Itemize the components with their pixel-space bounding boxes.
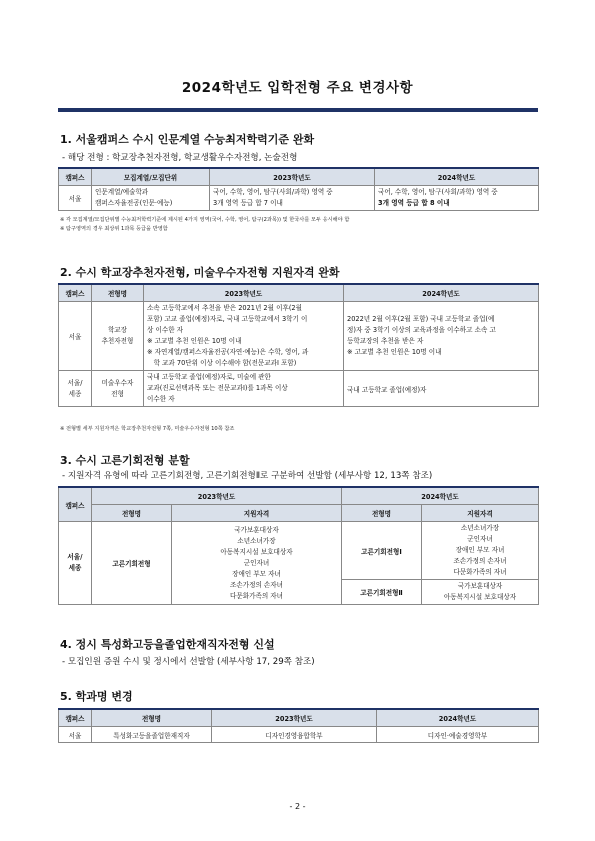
header-qual-2024: 지원자격 — [422, 505, 539, 522]
header-unit: 모집계열/모집단위 — [92, 168, 210, 186]
section-2-heading: 2. 수시 학교장추천자전형, 미술우수자전형 지원자격 완화 — [60, 266, 340, 279]
header-campus: 캠퍼스 — [59, 284, 92, 302]
header-2024: 2024학년도 — [344, 284, 539, 302]
qualification-2024: 국내 고등학교 졸업(예정)자 — [344, 371, 539, 407]
dept-2023: 디자인경영융합학부 — [212, 727, 377, 743]
qualification-2024: 2022년 2월 이후(2월 포함) 국내 고등학교 졸업(예 정)자 중 3학기 이상의 교육과정을 이수하고 소속 고 등학교장의 추천을 받은 자 ※ 고교별 추천 인원은 10명 이내 — [344, 302, 539, 371]
header-campus: 캠퍼스 — [59, 709, 92, 727]
type-cell: 학교장 추천자전형 — [92, 302, 144, 371]
section-1-subtitle: - 해당 전형 : 학교장추천자전형, 학교생활우수자전형, 논술전형 — [62, 153, 298, 163]
qual-2024-1-list: 소년소녀가장 군인자녀 장애인 부모 자녀 조손가정의 손자녀 다문화가족의 자녀 — [422, 522, 539, 580]
type-2023-cell: 고른기회전형 — [92, 522, 172, 605]
type-2024-2-cell: 고른기회전형Ⅱ — [342, 580, 422, 605]
header-2023: 2023학년도 — [92, 487, 342, 505]
campus-cell: 서울/ 세종 — [59, 522, 92, 605]
criteria-2024: 국어, 수학, 영어, 탐구(사회/과학) 영역 중 3개 영역 등급 합 8 이내 — [375, 186, 539, 211]
qual-2023-list: 국가보훈대상자 소년소녀가장 아동복지시설 보호대상자 군인자녀 장애인 부모 자녀 조손가정의 손자녀 다문화가족의 자녀 — [172, 522, 342, 605]
section-5-table — [58, 708, 539, 743]
campus-cell: 서울 — [59, 302, 92, 371]
page-title: 2024학년도 입학전형 주요 변경사항 — [181, 80, 414, 96]
type-cell: 특성화고등을졸업한재직자 — [92, 727, 212, 743]
header-type: 전형명 — [92, 284, 144, 302]
section-3-heading: 3. 수시 고른기회전형 분할 — [60, 454, 190, 467]
qualification-2023: 국내 고등학교 졸업(예정)자로, 미술에 관한 교과(진로선택과목 또는 전문교과Ⅰ)를 1과목 이상 이수한 자 — [144, 371, 344, 407]
campus-cell: 서울/ 세종 — [59, 371, 92, 407]
qual-2024-2-list: 국가보훈대상자 아동복지시설 보호대상자 — [422, 580, 539, 605]
section-4-subtitle: - 모집인원 증원 수시 및 정시에서 선발함 (세부사항 17, 29쪽 참조) — [62, 657, 315, 667]
section-2-table — [58, 283, 539, 407]
header-type-2024: 전형명 — [342, 505, 422, 522]
header-campus: 캠퍼스 — [59, 168, 92, 186]
section-1-table — [58, 167, 539, 211]
section-5-heading: 5. 학과명 변경 — [60, 690, 133, 703]
type-2024-1-cell: 고른기회전형Ⅰ — [342, 522, 422, 580]
header-type: 전형명 — [92, 709, 212, 727]
section-4-heading: 4. 정시 특성화고등을졸업한재직자전형 신설 — [60, 638, 275, 651]
campus-cell: 서울 — [59, 727, 92, 743]
header-2023: 2023학년도 — [210, 168, 375, 186]
criteria-2023: 국어, 수학, 영어, 탐구(사회/과학) 영역 중 3개 영역 등급 합 7 이내 — [210, 186, 375, 211]
header-campus: 캠퍼스 — [59, 487, 92, 522]
section-3-subtitle: - 지원자격 유형에 따라 고른기회전형, 고른기회전형Ⅱ로 구분하여 선발함 (세부사항 12, 13쪽 참조) — [62, 471, 433, 481]
header-qual-2023: 지원자격 — [172, 505, 342, 522]
type-cell: 미술우수자 전형 — [92, 371, 144, 407]
page-number: - 2 - — [289, 802, 306, 811]
header-type-2023: 전형명 — [92, 505, 172, 522]
title-divider — [58, 108, 538, 112]
header-2024: 2024학년도 — [375, 168, 539, 186]
unit-cell: 인문계열/예술학과 캠퍼스자율전공(인문·예능) — [92, 186, 210, 211]
dept-2024: 디자인·예술경영학부 — [377, 727, 539, 743]
header-2023: 2023학년도 — [144, 284, 344, 302]
header-2024: 2024학년도 — [377, 709, 539, 727]
section-2-note: ※ 전형별 세부 지원자격은 학교장추천자전형 7쪽, 미술우수자전형 10쪽 참조 — [60, 426, 235, 432]
section-1-note-1: ※ 각 모집계열/모집단위별 수능최저학력기준에 제시된 4가지 영역(국어, 수학, 영어, 탐구(2과목)) 및 한국사를 모두 응시해야 함 — [60, 217, 350, 223]
qualification-2023: 소속 고등학교에서 추천을 받은 2021년 2월 이후(2월 포함) 고교 졸업(예정)자로, 국내 고등학교에서 3학기 이 상 이수한 자 ※ 고교별 추천 인원은 10명 이내 ※ 자연계열/캠퍼스자율전공(자연·예능)은 수학, 영어, 과 학 교과 70단위 이상 이수해야 함(전문교과Ⅰ 포함) — [144, 302, 344, 371]
section-1-note-2: ※ 탐구영역의 경우 최상위 1과목 등급을 반영함 — [60, 226, 168, 232]
campus-cell: 서울 — [59, 186, 92, 211]
header-2023: 2023학년도 — [212, 709, 377, 727]
header-2024: 2024학년도 — [342, 487, 539, 505]
section-3-table — [58, 486, 539, 605]
section-1-heading: 1. 서울캠퍼스 수시 인문계열 수능최저학력기준 완화 — [60, 133, 315, 146]
